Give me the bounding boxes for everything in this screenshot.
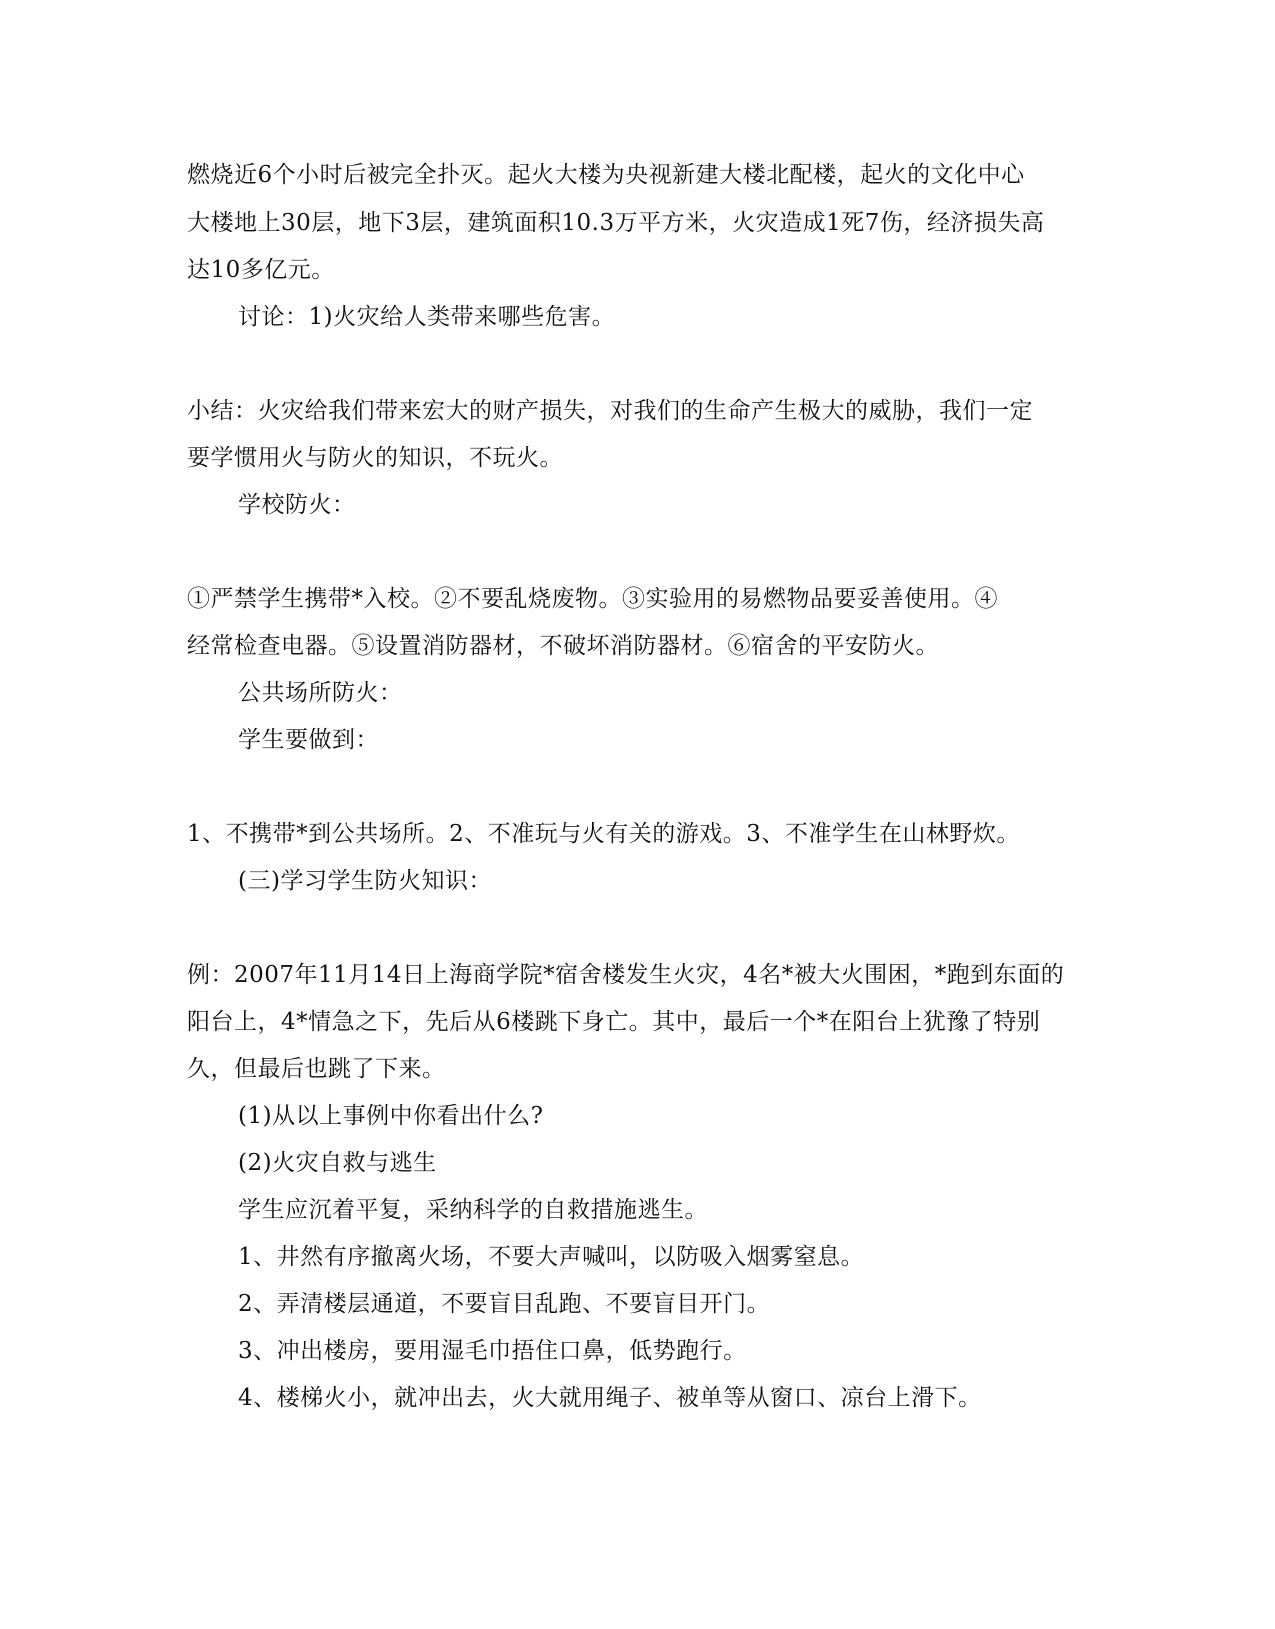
section-heading: 学校防火： (238, 492, 356, 518)
section-heading: 公共场所防火： (238, 680, 403, 706)
example-line: 阳台上，4*情急之下，先后从6楼跳下身亡。其中，最后一个*在阳台上犹豫了特别 (187, 1009, 1041, 1035)
paragraph-line: 学生应沉着平复，采纳科学的自救措施逃生。 (238, 1197, 708, 1223)
paragraph-line: 大楼地上30层，地下3层，建筑面积10.3万平方米，火灾造成1死7伤，经济损失高 (187, 210, 1045, 236)
section-heading: 学生要做到： (238, 727, 379, 753)
list-item: 4、楼梯火小，就冲出去，火大就用绳子、被单等从窗口、凉台上滑下。 (238, 1385, 982, 1411)
rules-line: ①严禁学生携带*入校。②不要乱烧废物。③实验用的易燃物品要妥善使用。④ (187, 586, 998, 612)
example-line: 例：2007年11月14日上海商学院*宿舍楼发生火灾，4名*被大火围困，*跑到东面的 (187, 962, 1065, 988)
summary-line: 小结：火灾给我们带来宏大的财产损失，对我们的生命产生极大的威胁，我们一定 (187, 398, 1033, 424)
discussion-line: 讨论：1)火灾给人类带来哪些危害。 (238, 304, 616, 330)
list-item: 2、弄清楼层通道，不要盲目乱跑、不要盲目开门。 (238, 1291, 771, 1317)
rules-line: 经常检查电器。⑤设置消防器材，不破坏消防器材。⑥宿舍的平安防火。 (187, 633, 939, 659)
list-item: 1、井然有序撤离火场，不要大声喊叫，以防吸入烟雾窒息。 (238, 1244, 865, 1270)
question-line: (1)从以上事例中你看出什么? (238, 1103, 544, 1129)
list-item: 3、冲出楼房，要用湿毛巾捂住口鼻，低势跑行。 (238, 1338, 747, 1364)
section-heading: (三)学习学生防火知识： (238, 868, 492, 894)
paragraph-line: 达10多亿元。 (187, 257, 335, 283)
rules-line: 1、不携带*到公共场所。2、不准玩与火有关的游戏。3、不准学生在山林野炊。 (187, 821, 1020, 847)
question-line: (2)火灾自救与逃生 (238, 1150, 437, 1176)
paragraph-line: 燃烧近6个小时后被完全扑灭。起火大楼为央视新建大楼北配楼，起火的文化中心 (187, 162, 1025, 188)
summary-line: 要学惯用火与防火的知识，不玩火。 (187, 445, 563, 471)
example-line: 久，但最后也跳了下来。 (187, 1056, 446, 1082)
